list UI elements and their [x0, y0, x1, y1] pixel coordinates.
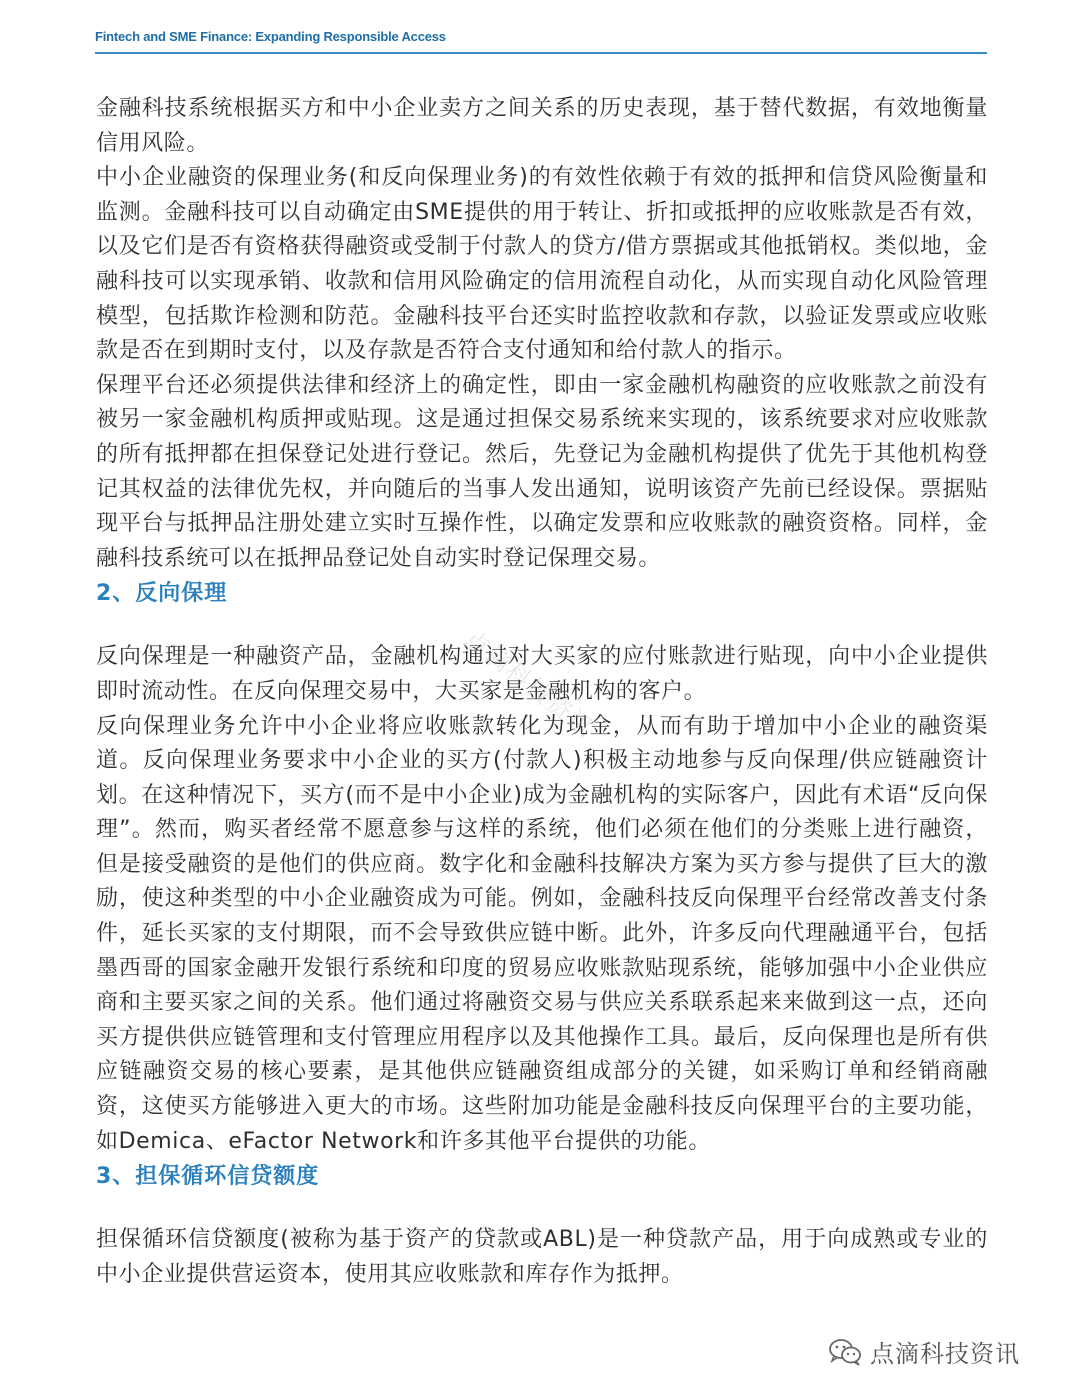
paragraph-factoring: 中小企业融资的保理业务(和反向保理业务)的有效性依赖于有效的抵押和信贷风险衡量和监测。金融科技可以自动确定由SME提供的用于转让、折扣或抵押的应收账款是否有效，以及它们是否有资格获得融资或受制于付款人的贷方/借方票据或其他抵销权。类似地，金融科技可以实现承销、收款和信用风险确定的信用流程自动化，从而实现自动化风险管理模型，包括欺诈检测和防范。金融科技平台还实时监控收款和存款，以验证发票或应收账款是否在到期时支付，以及存款是否符合支付通知和给付款人的指示。 — [96, 165, 988, 364]
paragraph-revolving-credit: 担保循环信贷额度(被称为基于资产的贷款或ABL)是一种贷款产品，用于向成熟或专业的中小企业提供营运资本，使用其应收账款和库存作为抵押。 — [96, 1227, 988, 1287]
page-header — [95, 28, 987, 54]
brand-badge-label: 点滴科技资讯 — [870, 1340, 1020, 1368]
section-heading-revolving-credit: 3、担保循环信贷额度 — [96, 1164, 320, 1190]
watermark-text: 点滴科技资讯 — [459, 624, 600, 743]
paragraph-reverse-factoring-detail: 反向保理业务允许中小企业将应收账款转化为现金，从而有助于增加中小企业的融资渠道。反向保理业务要求中小企业的买方(付款人)积极主动地参与反向保理/供应链融资计划。在这种情况下，买方(而不是中小企业)成为金融机构的实际客户，因此有术语“反向保理”。然而，购买者经常不愿意参与这样的系统，他们必须在他们的分类账上进行融资，但是接受融资的是他们的供应商。数字化和金融科技解决方案为买方参与提供了巨大的激励，使这种类型的中小企业融资成为可能。例如，金融科技反向保理平台经常改善支付条件，延长买家的支付期限，而不会导致供应链中断。此外，许多反向代理融通平台，包括墨西哥的国家金融开发银行系统和印度的贸易应收账款贴现系统，能够加强中小企业供应商和主要买家之间的关系。他们通过将融资交易与供应关系联系起来来做到这一点，还向买方提供供应链管理和支付管理应用程序以及其他操作工具。最后，反向保理也是所有供应链融资交易的核心要素，是其他供应链融资组成部分的关键，如采购订单和经销商融资，这使买方能够进入更大的市场。这些附加功能是金融科技反向保理平台的主要功能，如Demica、eFactor Network和许多其他平台提供的功能。 — [96, 713, 988, 1154]
header-rule — [95, 52, 987, 54]
spacer — [96, 612, 988, 640]
paragraph-credit-risk: 金融科技系统根据买方和中小企业卖方之间关系的历史表现，基于替代数据，有效地衡量信用风险。 — [96, 96, 988, 156]
paragraph-factoring-platform: 保理平台还必须提供法律和经济上的确定性，即由一家金融机构融资的应收账款之前没有被另一家金融机构质押或贴现。这是通过担保交易系统来实现的，该系统要求对应收账款的所有抵押都在担保登记处进行登记。然后，先登记为金融机构提供了优先于其他机构登记其权益的法律优先权，并向随后的当事人发出通知，说明该资产先前已经设保。票据贴现平台与抵押品注册处建立实时互操作性，以确定发票和应收账款的融资资格。同样，金融科技系统可以在抵押品登记处自动实时登记保理交易。 — [96, 372, 988, 571]
document-body — [96, 92, 988, 1292]
header-title: Fintech and SME Finance: Expanding Responsible Access — [95, 29, 446, 44]
brand-badge — [828, 1334, 1020, 1369]
spacer — [96, 1195, 988, 1223]
paragraph-reverse-factoring-intro: 反向保理是一种融资产品，金融机构通过对大买家的应付账款进行贴现，向中小企业提供即时流动性。在反向保理交易中，大买家是金融机构的客户。 — [96, 644, 988, 704]
section-heading-reverse-factoring: 2、反向保理 — [96, 581, 228, 607]
wechat-icon — [828, 1338, 862, 1366]
